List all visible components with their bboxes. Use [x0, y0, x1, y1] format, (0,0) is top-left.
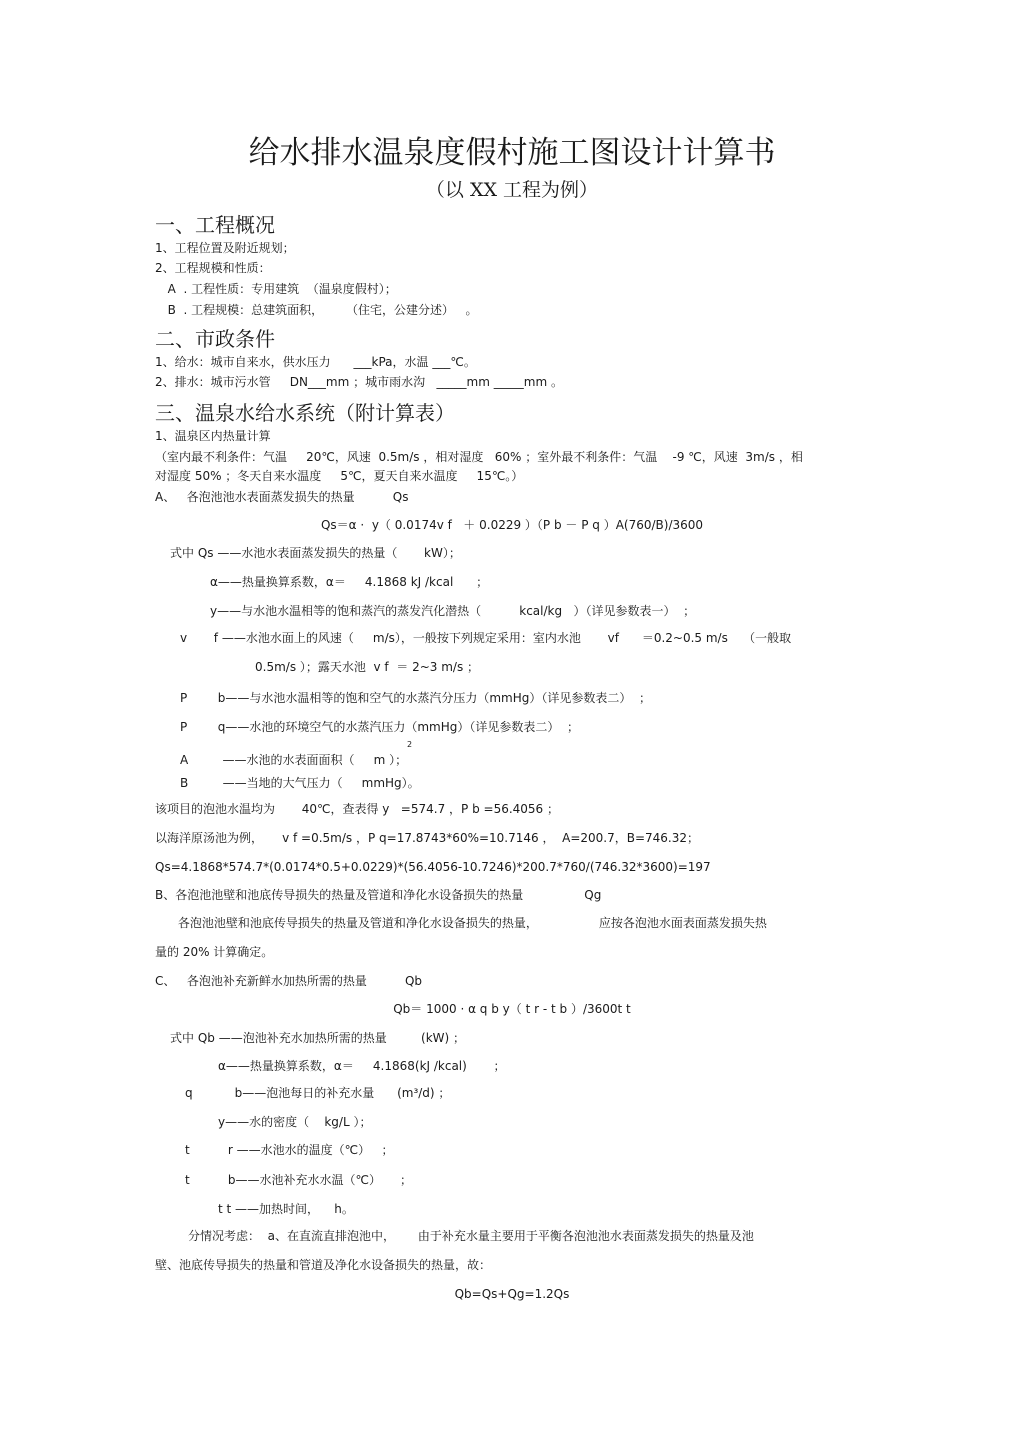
- text-line: q b——泡池每日的补充水量 (m³/d) ；: [185, 1086, 451, 1100]
- formula-qb: Qb＝ 1000 · α q b у（ t r - t b ）/3600t t: [393, 1002, 631, 1016]
- formula-qb-total: Qb=Qs+Qg=1.2Qs: [454, 1287, 570, 1301]
- text-line: 该项目的泡池水温均为 40℃，查表得 у =574.7 ，P b =56.4056 ；: [155, 802, 560, 816]
- text-line: у——与水池水温相等的饱和蒸汽的蒸发汽化潜热（ kcal/kg ）（详见参数表一） ；: [210, 604, 696, 618]
- text-line: t t ——加热时间， h。: [218, 1202, 354, 1216]
- text-line: B、各泡池池壁和池底传导损失的热量及管道和净化水设备损失的热量 Qg: [155, 888, 602, 902]
- text-line: P q——水池的环境空气的水蒸汽压力（mmHg）（详见参数表二） ；: [180, 720, 580, 734]
- text-line: 2、工程规模和性质：: [155, 261, 271, 275]
- text-line: A . 工程性质：专用建筑 （温泉度假村）；: [160, 282, 397, 296]
- section-heading-municipal: 二、市政条件: [155, 327, 275, 351]
- text-line: A ——水池的水表面面积（ m ）；: [180, 753, 408, 767]
- text-line: 以海洋原汤池为例， v f =0.5m/s ，P q=17.8743*60%=10.7146 ， A=200.7，B=746.32；: [155, 831, 699, 845]
- text-line: 1、给水：城市自来水，供水压力 ___kPa，水温 ___℃。: [155, 355, 476, 369]
- superscript: 2: [407, 740, 413, 749]
- text-line: Qs=4.1868*574.7*(0.0174*0.5+0.0229)*(56.4056-10.7246)*200.7*760/(746.32*3600)=197: [155, 860, 711, 874]
- section-heading-hotspring-water: 三、温泉水给水系统（附计算表）: [155, 401, 455, 425]
- text-line: α——热量换算系数，α＝ 4.1868 kJ /kcal ；: [210, 575, 489, 589]
- text-line: α——热量换算系数，α＝ 4.1868(kJ /kcal) ；: [218, 1059, 506, 1073]
- text-line: t r ——水池水的温度（℃） ；: [185, 1143, 394, 1157]
- text-line: 分情况考虑： a、在直流直排泡池中， 由于补充水量主要用于平衡各泡池池水表面蒸发损失的热量及池: [188, 1229, 754, 1243]
- text-line: B ——当地的大气压力（ mmHg）。: [180, 776, 420, 790]
- text-line: 壁、池底传导损失的热量和管道及净化水设备损失的热量，故：: [155, 1258, 492, 1272]
- text-line: P b——与水池水温相等的饱和空气的水蒸汽分压力（mmHg）（详见参数表二） ；: [180, 691, 652, 705]
- formula-qs: Qs＝α · у（ 0.0174v f ＋ 0.0229 ）（P b － P q ）A(760/B)/3600: [320, 518, 704, 532]
- text-line: 1、工程位置及附近规划；: [155, 241, 295, 255]
- text-line: 式中 Qb ——泡池补充水加热所需的热量 (kW) ；: [170, 1031, 466, 1045]
- text-line: （室内最不利条件：气温 20℃，风速 0.5m/s ，相对湿度 60% ；室外最不利条件：气温 -9 ℃，风速 3m/s ，相: [155, 450, 803, 464]
- text-line: C、 各泡池补充新鲜水加热所需的热量 Qb: [155, 974, 423, 988]
- text-line: 对湿度 50% ；冬天自来水温度 5℃，夏天自来水温度 15℃。）: [155, 469, 524, 483]
- text-line: v f ——水池水面上的风速（ m/s），一般按下列规定采用：室内水池 vf ＝0.2~0.5 m/s （一般取: [180, 631, 792, 645]
- text-line: 各泡池池壁和池底传导损失的热量及管道和净化水设备损失的热量， 应按各泡池水面表面蒸发损失热: [155, 916, 767, 930]
- document-subtitle: （以 XX 工程为例）: [425, 179, 599, 201]
- document-title: 给水排水温泉度假村施工图设计计算书: [248, 135, 776, 171]
- text-line: A、 各泡池池水表面蒸发损失的热量 Qs: [155, 490, 409, 504]
- text-line: 0.5m/s ）；露天水池 v f ＝ 2~3 m/s ；: [255, 660, 480, 674]
- text-line: 1、温泉区内热量计算: [155, 429, 271, 443]
- text-line: у——水的密度（ kg/L ）；: [218, 1115, 372, 1129]
- text-line: 量的 20% 计算确定。: [155, 945, 274, 959]
- section-heading-overview: 一、工程概况: [155, 213, 275, 237]
- text-line: t b——水池补充水水温（℃） ；: [185, 1173, 413, 1187]
- text-line: 式中 Qs ——水池水表面蒸发损失的热量（ kW）；: [170, 546, 461, 560]
- text-line: B . 工程规模：总建筑面积， （住宅，公建分述） 。: [160, 303, 478, 317]
- text-line: 2、排水：城市污水管 DN___mm ；城市雨水沟 _____mm _____mm 。: [155, 375, 563, 389]
